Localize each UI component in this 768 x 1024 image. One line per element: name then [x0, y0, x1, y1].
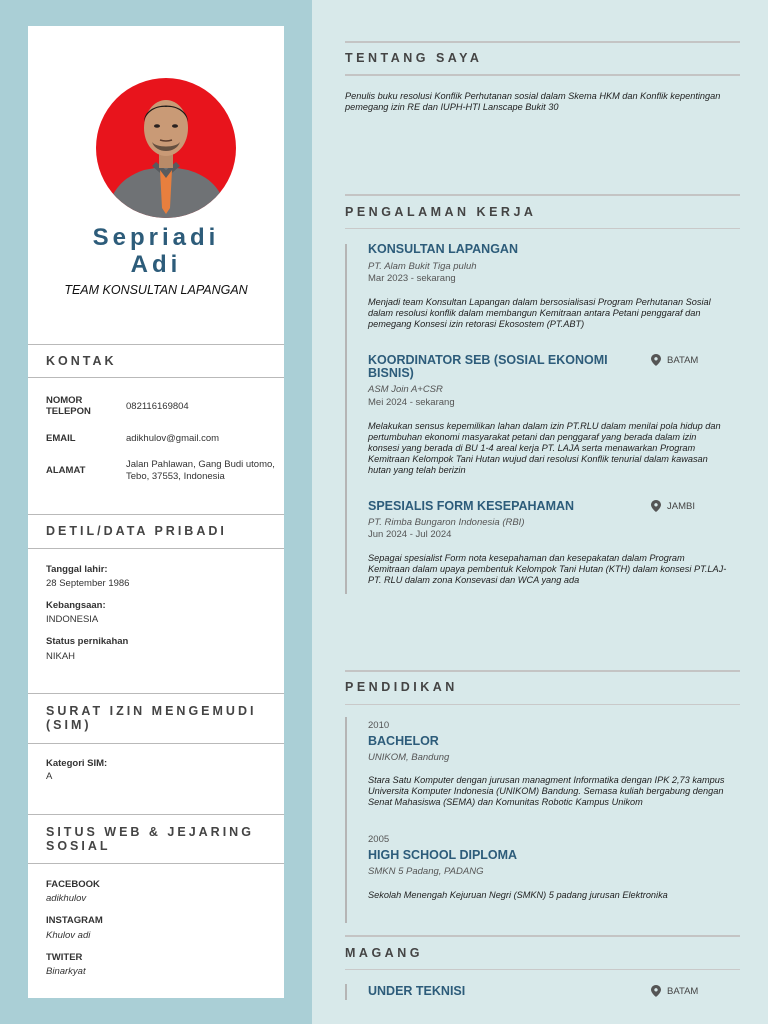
divider [28, 863, 284, 864]
education-school: SMKN 5 Padang, PADANG [368, 866, 484, 877]
about-text: Penulis buku resolusi Konflik Perhutanan sosial dalam Skema HKM dan Konflik kepentingan pemegang izin RE dan IUPH-HTI Lanscape Bukit 30 [345, 91, 721, 112]
section-title-education: PENDIDIKAN [345, 680, 458, 694]
education-school: UNIKOM, Bandung [368, 752, 450, 763]
phone-label: NOMOR TELEPON [46, 395, 91, 417]
address-value: Jalan Pahlawan, Gang Budi utomo, Tebo, 37553, Indonesia [126, 459, 275, 482]
divider [345, 670, 740, 672]
job-location [651, 354, 698, 366]
internship-title: UNDER TEKNISI [368, 984, 466, 998]
location-pin-icon [651, 985, 661, 997]
section-title-about: TENTANG SAYA [345, 51, 483, 65]
divider [28, 548, 284, 549]
section-title-personal: DETIL/DATA PRIBADI [46, 524, 227, 538]
candidate-role: TEAM KONSULTAN LAPANGAN [64, 283, 248, 297]
marital-value: NIKAH [46, 651, 76, 662]
email-label: EMAIL [46, 433, 76, 444]
birth-value: 28 September 1986 [46, 578, 130, 589]
job-location [651, 500, 695, 512]
job-dates: Jun 2024 - Jul 2024 [368, 529, 452, 540]
divider [28, 814, 284, 815]
twitter-value[interactable]: Binarkyat [46, 966, 86, 977]
person-portrait-icon [96, 78, 236, 218]
divider [28, 377, 284, 378]
job-dates: Mar 2023 - sekarang [368, 273, 456, 284]
location-pin-icon [651, 354, 661, 366]
job-location-text: JAMBI [667, 500, 695, 512]
location-pin-icon [651, 500, 661, 512]
job-company: PT. Rimba Bungaron Indonesia (RBI) [368, 517, 525, 528]
section-title-internship: MAGANG [345, 946, 423, 960]
license-category-value: A [46, 771, 53, 782]
timeline-line [345, 244, 347, 594]
education-description: Stara Satu Komputer dengan jurusan managment Informatika dengan IPK 2,73 kampus Universita Komputer Indonesia (UNIKOM) Bandung. Semasa kuliah bergabung dengan Senat Mahasiswa (SEMA) dan Komunitas Robotic Kampus Unikom [368, 775, 725, 807]
job-location-text: BATAM [667, 354, 699, 366]
divider [28, 743, 284, 744]
education-description: Sekolah Menengah Kejuruan Negri (SMKN) 5 padang jurusan Elektronika [368, 890, 668, 900]
first-name: Sepriadi [92, 224, 220, 251]
section-title-contact: KONTAK [46, 354, 117, 368]
internship-location-text: BATAM [667, 985, 699, 997]
divider [345, 194, 740, 196]
timeline-line [345, 717, 347, 923]
profile-photo [96, 78, 236, 218]
job-company: PT. Alam Bukit Tiga puluh [368, 261, 477, 272]
divider [345, 969, 740, 970]
divider [345, 228, 740, 229]
education-degree: HIGH SCHOOL DIPLOMA [368, 848, 518, 862]
job-title: KONSULTAN LAPANGAN [368, 242, 518, 256]
divider [345, 704, 740, 705]
education-degree: BACHELOR [368, 734, 439, 748]
birth-label: Tanggal lahir: [46, 564, 108, 575]
license-category-label: Kategori SIM: [46, 758, 108, 769]
job-title: SPESIALIS FORM KESEPAHAMAN [368, 499, 575, 513]
internship-location [651, 985, 698, 997]
education-year: 2005 [368, 834, 390, 845]
nationality-label: Kebangsaan: [46, 600, 106, 611]
last-name: Adi [130, 251, 182, 278]
section-title-social: SITUS WEB & JEJARING SOSIAL [46, 825, 254, 853]
phone-value: 082116169804 [126, 401, 189, 412]
divider [345, 41, 740, 43]
section-title-experience: PENGALAMAN KERJA [345, 205, 537, 219]
facebook-label: FACEBOOK [46, 879, 100, 890]
divider [345, 74, 740, 76]
facebook-value[interactable]: adikhulov [46, 893, 87, 904]
instagram-value[interactable]: Khulov adi [46, 930, 91, 941]
section-title-license: SURAT IZIN MENGEMUDI (SIM) [46, 704, 257, 732]
job-description: Melakukan sensus kepemilikan lahan dalam izin PT.RLU dalam menilai pola hidup dan pertumbuhan ekonomi masyarakat petani dan penggaraf yang berada dalam izin konsesi yang berada di BU 1-4 areal kerja PT. LAJA serta menawarkan Program Kemitraan Kelompok Tani Hutan wujud dari resolusi Konflik tenurial dalam kawasan hutan yang telah berizin [368, 421, 721, 475]
twitter-label: TWITER [46, 952, 83, 963]
instagram-label: INSTAGRAM [46, 915, 103, 926]
marital-label: Status pernikahan [46, 636, 129, 647]
candidate-name [28, 224, 284, 278]
divider [28, 344, 284, 345]
job-company: ASM Join A+CSR [368, 384, 443, 395]
address-label: ALAMAT [46, 465, 86, 476]
divider [28, 514, 284, 515]
job-dates: Mei 2024 - sekarang [368, 397, 455, 408]
education-year: 2010 [368, 720, 390, 731]
email-value: adikhulov@gmail.com [126, 433, 220, 444]
job-description: Sepagai spesialist Form nota kesepahaman dan kesepakatan dalam Program Kemitraan dalam upaya pembentuk Kelompok Tani Hutan (KTH) dalam konsesi PT.LAJ-PT. RLU dalam zona Konsevasi dan WCA yang ada [368, 553, 727, 585]
sidebar-card [28, 26, 284, 998]
job-description: Menjadi team Konsultan Lapangan dalam bersosialisasi Program Perhutanan Sosial dalam resolusi konflik dalam membangun Kemitraan antara Petani penggaraf dan pemegang Konsesi izin retorasi Ekosostem (PT.ABT) [368, 297, 711, 329]
divider [345, 935, 740, 937]
job-title: KOORDINATOR SEB (SOSIAL EKONOMI BISNIS) [368, 353, 608, 380]
timeline-line [345, 984, 347, 1000]
divider [28, 693, 284, 694]
nationality-value: INDONESIA [46, 614, 99, 625]
